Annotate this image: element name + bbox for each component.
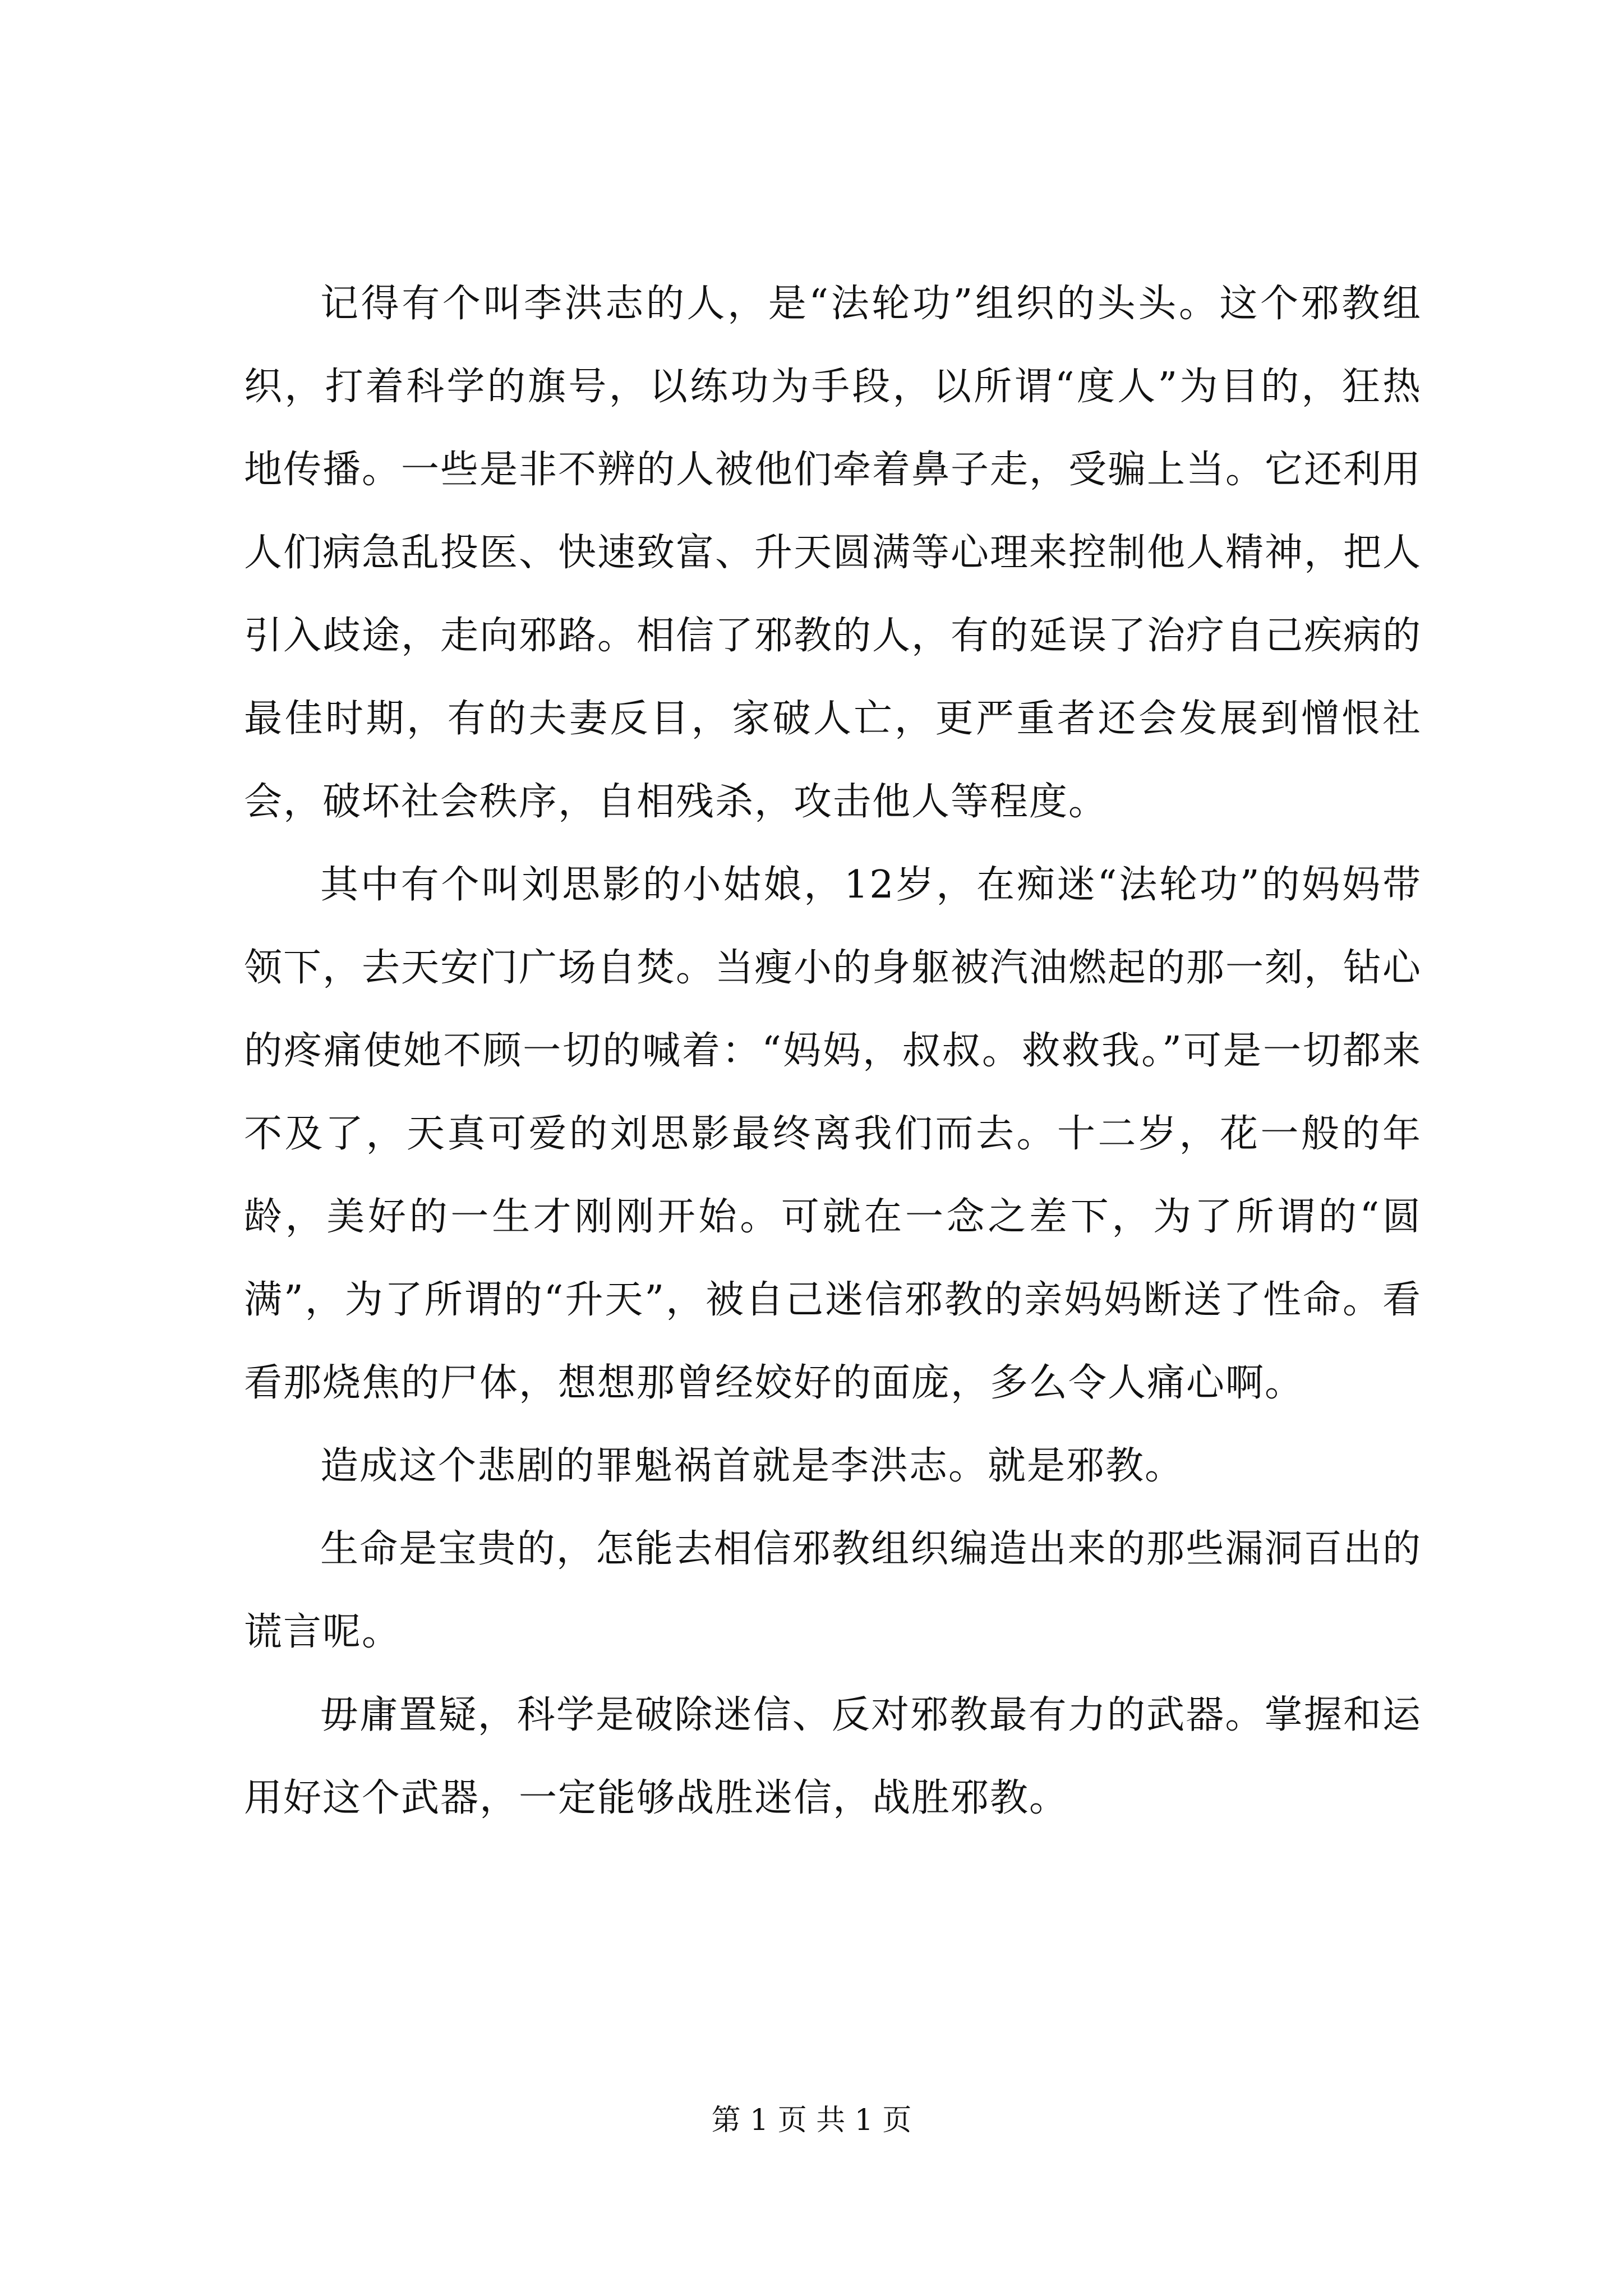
paragraph-1: 记得有个叫李洪志的人，是“法轮功”组织的头头。这个邪教组织，打着科学的旗号，以练功为手段，以所谓“度人”为目的，狂热地传播。一些是非不辨的人被他们牵着鼻子走，受骗上当。它还利用人们病急乱投医、快速致富、升天圆满等心理来控制他人精神，把人引入歧途，走向邪路。相信了邪教的人，有的延误了治疗自己疾病的最佳时期，有的夫妻反目，家破人亡，更严重者还会发展到憎恨社会，破坏社会秩序，自相残杀，攻击他人等程度。 xyxy=(244,282,1422,824)
paragraph-2: 其中有个叫刘思影的小姑娘，12岁，在痴迷“法轮功”的妈妈带领下，去天安门广场自焚。当瘦小的身躯被汽油燃起的那一刻，钻心的疼痛使她不顾一切的喊着：“妈妈，叔叔。救救我。”可是一切都来不及了，天真可爱的刘思影最终离我们而去。十二岁，花一般的年龄，美好的一生才刚刚开始。可就在一念之差下，为了所谓的“圆满”，为了所谓的“升天”，被自己迷信邪教的亲妈妈断送了性命。看看那烧焦的尸体，想想那曾经姣好的面庞，多么令人痛心啊。 xyxy=(244,863,1422,1405)
paragraph-5: 毋庸置疑，科学是破除迷信、反对邪教最有力的武器。掌握和运用好这个武器，一定能够战胜迷信，战胜邪教。 xyxy=(244,1693,1422,1820)
page-number-footer: 第 1 页 共 1 页 xyxy=(711,2104,912,2137)
paragraph-3: 造成这个悲剧的罪魁祸首就是李洪志。就是邪教。 xyxy=(320,1444,1184,1488)
paragraph-4: 生命是宝贵的，怎能去相信邪教组织编造出来的那些漏洞百出的谎言呢。 xyxy=(244,1527,1422,1654)
document-body xyxy=(244,263,1422,1840)
